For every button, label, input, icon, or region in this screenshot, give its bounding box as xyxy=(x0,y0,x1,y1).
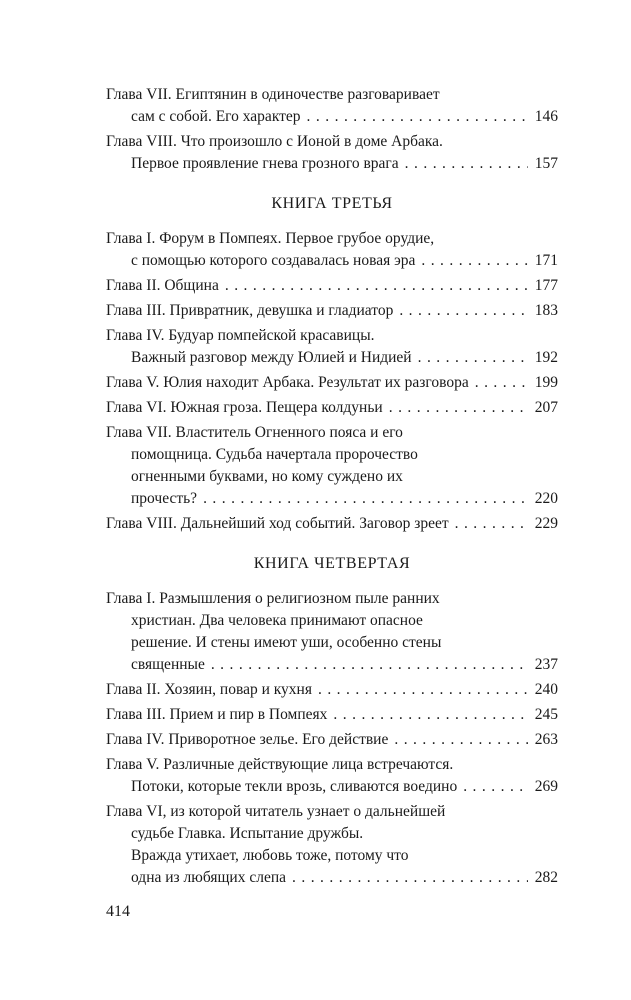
chapter-title-text: Глава VII. Египтянин в одиночестве разговаривает xyxy=(106,86,440,103)
toc-entry-line xyxy=(106,776,558,798)
page-ref: 157 xyxy=(534,155,558,172)
toc-entry xyxy=(106,513,558,535)
toc-entry-line xyxy=(106,610,558,632)
chapter-title-text: Вражда утихает, любовь тоже, потому что xyxy=(131,847,409,864)
toc-entry-line xyxy=(106,153,558,175)
chapter-title-text: прочесть? xyxy=(131,490,198,507)
chapter-title-text: Глава IV. Приворотное зелье. Его действие xyxy=(106,731,389,748)
dot-leader xyxy=(421,250,528,272)
toc-entry xyxy=(106,372,558,394)
toc-entry xyxy=(106,801,558,889)
toc-entry-line xyxy=(106,275,558,297)
chapter-title-text: решение. И стены имеют уши, особенно стены xyxy=(131,634,442,651)
chapter-title-text: христиан. Два человека принимают опасное xyxy=(131,612,423,629)
chapter-title-text: огненными буквами, но кому суждено их xyxy=(131,468,403,485)
dot-leader xyxy=(463,776,528,798)
toc-entry xyxy=(106,588,558,676)
page-ref: 237 xyxy=(534,656,558,673)
page-ref: 199 xyxy=(534,374,558,391)
toc-entry xyxy=(106,325,558,369)
page-ref: 229 xyxy=(534,515,558,532)
toc-entry xyxy=(106,422,558,510)
dot-leader xyxy=(211,654,528,676)
page-ref: 171 xyxy=(534,252,558,269)
toc-entry xyxy=(106,754,558,798)
toc-entry-line xyxy=(106,325,558,347)
chapter-title-text: Глава II. Община xyxy=(106,277,219,294)
toc-entry-line xyxy=(106,488,558,510)
page-ref: 269 xyxy=(534,778,558,795)
page-ref: 177 xyxy=(534,277,558,294)
toc-entry-line xyxy=(106,754,558,776)
dot-leader xyxy=(333,704,528,726)
page-ref: 220 xyxy=(534,490,558,507)
book-three-heading: КНИГА ТРЕТЬЯ xyxy=(271,195,393,212)
toc-entry-line xyxy=(106,106,558,128)
dot-leader xyxy=(455,513,528,535)
chapter-title-text: Глава VI, из которой читатель узнает о дальнейшей xyxy=(106,803,446,820)
toc-section-continued xyxy=(106,84,558,175)
chapter-title-text: Важный разговор между Юлией и Нидией xyxy=(131,349,412,366)
page-ref: 146 xyxy=(534,108,558,125)
dot-leader xyxy=(225,275,528,297)
toc-entry-line xyxy=(106,729,558,751)
chapter-title-text: помощница. Судьба начертала пророчество xyxy=(131,446,418,463)
dot-leader xyxy=(394,729,528,751)
chapter-title-text: судьбе Главка. Испытание дружбы. xyxy=(131,825,364,842)
toc-section-book-three xyxy=(106,228,558,535)
toc-entry-line xyxy=(106,422,558,444)
page-ref: 207 xyxy=(534,399,558,416)
table-of-contents xyxy=(106,84,558,892)
chapter-title-text: Глава VIII. Что произошло с Ионой в доме Арбака. xyxy=(106,133,443,150)
toc-entry-line xyxy=(106,347,558,369)
toc-entry-line xyxy=(106,654,558,676)
toc-entry-line xyxy=(106,228,558,250)
page-ref: 183 xyxy=(534,302,558,319)
chapter-title-text: Потоки, которые текли врозь, сливаются воедино xyxy=(131,778,458,795)
chapter-title-text: Глава II. Хозяин, повар и кухня xyxy=(106,681,312,698)
page-ref: 263 xyxy=(534,731,558,748)
dot-leader xyxy=(318,679,528,701)
chapter-title-text: Первое проявление гнева грозного врага xyxy=(131,155,399,172)
toc-entry-line xyxy=(106,444,558,466)
toc-entry-line xyxy=(106,588,558,610)
toc-entry xyxy=(106,84,558,128)
dot-leader xyxy=(389,397,528,419)
toc-entry-line xyxy=(106,397,558,419)
chapter-title-text: Глава VI. Южная гроза. Пещера колдуньи xyxy=(106,399,383,416)
dot-leader xyxy=(307,106,528,128)
page-number: 414 xyxy=(106,903,130,920)
page-ref: 282 xyxy=(534,869,558,886)
toc-entry-line xyxy=(106,466,558,488)
chapter-title-text: священные xyxy=(131,656,205,673)
toc-entry-line xyxy=(106,632,558,654)
page-ref: 245 xyxy=(534,706,558,723)
dot-leader xyxy=(475,372,528,394)
chapter-title-text: Глава V. Различные действующие лица встречаются. xyxy=(106,756,454,773)
toc-entry-line xyxy=(106,679,558,701)
toc-entry xyxy=(106,397,558,419)
toc-entry xyxy=(106,704,558,726)
toc-entry-line xyxy=(106,845,558,867)
toc-section-book-four xyxy=(106,588,558,889)
toc-entry-line xyxy=(106,513,558,535)
toc-entry-line xyxy=(106,823,558,845)
chapter-title-text: одна из любящих слепа xyxy=(131,869,286,886)
chapter-title-text: Глава IV. Будуар помпейской красавицы. xyxy=(106,327,375,344)
toc-entry-line xyxy=(106,801,558,823)
toc-entry-line xyxy=(106,704,558,726)
toc-entry-line xyxy=(106,300,558,322)
book-four-heading: КНИГА ЧЕТВЕРТАЯ xyxy=(253,555,411,572)
chapter-title-text: Глава V. Юлия находит Арбака. Результат их разговора xyxy=(106,374,469,391)
chapter-title-text: сам с собой. Его характер xyxy=(131,108,301,125)
page-ref: 192 xyxy=(534,349,558,366)
toc-entry xyxy=(106,131,558,175)
dot-leader xyxy=(399,300,528,322)
toc-entry xyxy=(106,300,558,322)
dot-leader xyxy=(203,488,528,510)
chapter-title-text: Глава I. Размышления о религиозном пыле ранних xyxy=(106,590,440,607)
toc-entry xyxy=(106,729,558,751)
chapter-title-text: Глава III. Прием и пир в Помпеях xyxy=(106,706,328,723)
toc-entry-line xyxy=(106,250,558,272)
chapter-title-text: с помощью которого создавалась новая эра xyxy=(131,252,416,269)
toc-entry xyxy=(106,228,558,272)
chapter-title-text: Глава III. Привратник, девушка и гладиатор xyxy=(106,302,394,319)
chapter-title-text: Глава I. Форум в Помпеях. Первое грубое орудие, xyxy=(106,230,435,247)
toc-entry-line xyxy=(106,867,558,889)
dot-leader xyxy=(418,347,528,369)
toc-entry xyxy=(106,275,558,297)
dot-leader xyxy=(405,153,528,175)
chapter-title-text: Глава VII. Властитель Огненного пояса и его xyxy=(106,424,403,441)
toc-entry-line xyxy=(106,131,558,153)
toc-entry-line xyxy=(106,84,558,106)
toc-entry-line xyxy=(106,372,558,394)
dot-leader xyxy=(292,867,528,889)
toc-entry xyxy=(106,679,558,701)
chapter-title-text: Глава VIII. Дальнейший ход событий. Заговор зреет xyxy=(106,515,449,532)
page-ref: 240 xyxy=(534,681,558,698)
